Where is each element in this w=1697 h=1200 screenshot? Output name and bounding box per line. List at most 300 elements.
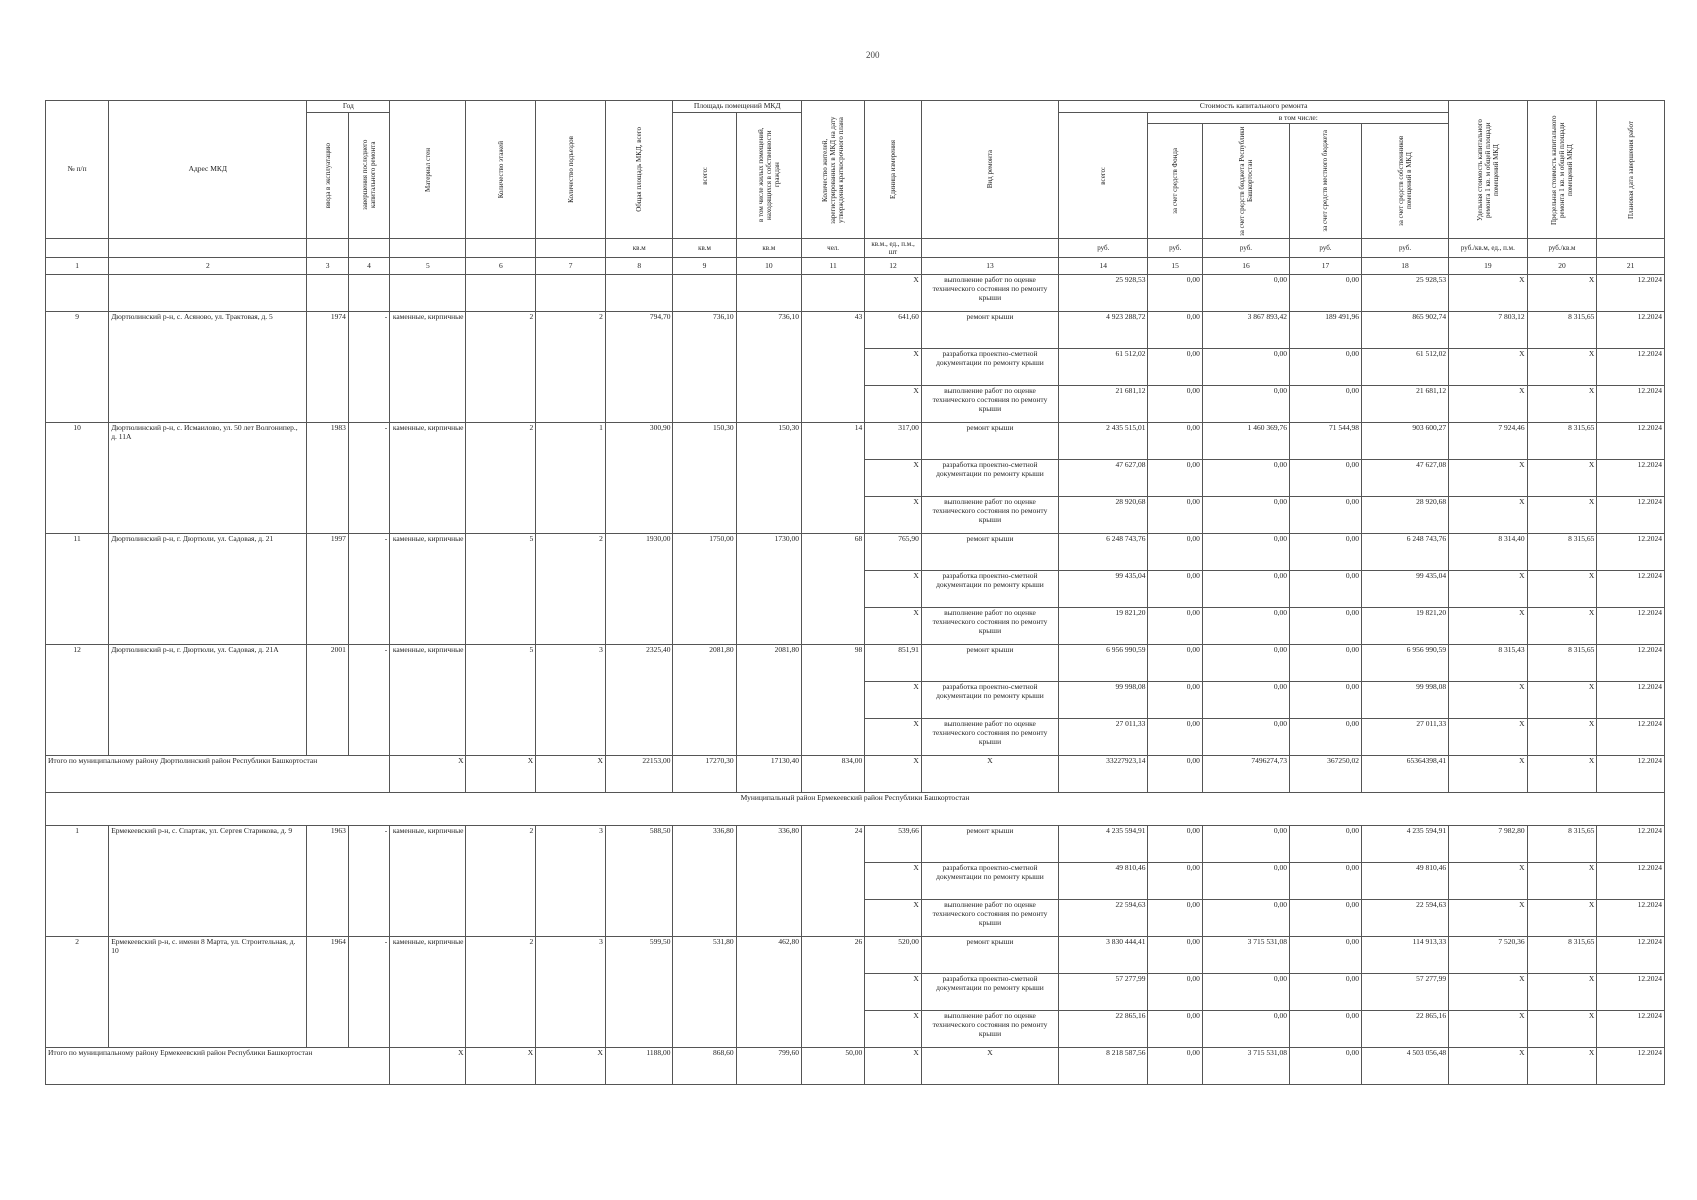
- deadline-cell: 12.2024: [1597, 460, 1665, 497]
- row-number-cell: 1: [46, 826, 109, 937]
- cost-fund-cell: 0,00: [1148, 974, 1202, 1011]
- header-cost-group: Стоимость капитального ремонта: [1059, 101, 1449, 113]
- work-type-cell: ремонт крыши: [921, 937, 1058, 974]
- cost-total-cell: 99 435,04: [1059, 571, 1148, 608]
- x-mark: X: [865, 608, 922, 645]
- header-work-type: Вид ремонта: [921, 101, 1058, 239]
- x-mark: X: [1527, 756, 1597, 793]
- entrances-cell: 2: [536, 312, 606, 423]
- cost-rb-cell: 0,00: [1202, 460, 1289, 497]
- cost-rb-cell: 0,00: [1202, 974, 1289, 1011]
- cost-owners-cell: 65364398,41: [1361, 756, 1448, 793]
- column-number: 17: [1290, 258, 1362, 275]
- cost-local-cell: 0,00: [1290, 349, 1362, 386]
- work-type-cell: разработка проектно-сметной документации по ремонту крыши: [921, 682, 1058, 719]
- work-type-cell: выполнение работ по оценке технического состояния по ремонту крыши: [921, 1011, 1058, 1048]
- specific-cost-cell: 7 982,80: [1449, 826, 1527, 863]
- area-cell: 599,50: [605, 937, 673, 1048]
- x-mark: X: [865, 719, 922, 756]
- cost-local-cell: 0,00: [1290, 645, 1362, 682]
- row-number-cell: 12: [46, 645, 109, 756]
- cost-local-cell: 0,00: [1290, 608, 1362, 645]
- district-section-row: [46, 793, 1665, 826]
- premises-total-cell: 150,30: [673, 423, 736, 534]
- x-mark: X: [1527, 974, 1597, 1011]
- cost-local-cell: 0,00: [1290, 863, 1362, 900]
- address-cell: Ермекеевский р-н, с. Спартак, ул. Сергея Старикова, д. 9: [109, 826, 307, 937]
- limit-cost-cell: 8 315,65: [1527, 937, 1597, 974]
- header-row-1: [46, 101, 1665, 113]
- cost-local-cell: 0,00: [1290, 534, 1362, 571]
- premises-residential-cell: 150,30: [736, 423, 801, 534]
- cost-local-cell: 0,00: [1290, 571, 1362, 608]
- cost-rb-cell: 0,00: [1202, 571, 1289, 608]
- premises-residential-cell: 462,80: [736, 937, 801, 1048]
- x-mark: X: [865, 460, 922, 497]
- limit-cost-cell: 8 315,65: [1527, 312, 1597, 349]
- work-type-cell: ремонт крыши: [921, 423, 1058, 460]
- last-repair-cell: -: [348, 645, 389, 756]
- unit-quantity-cell: 539,66: [865, 826, 922, 863]
- x-mark: X: [865, 1048, 922, 1085]
- floors-cell: 2: [466, 423, 536, 534]
- cost-total-cell: 6 248 743,76: [1059, 534, 1148, 571]
- cost-rb-cell: 0,00: [1202, 682, 1289, 719]
- column-number: 14: [1059, 258, 1148, 275]
- cost-rb-cell: 0,00: [1202, 863, 1289, 900]
- header-including: в том числе:: [1148, 112, 1449, 124]
- material-cell: каменные, кирпичные: [390, 645, 466, 756]
- header-premises-residential: в том числе жилых помещений, находящихся в собственности граждан: [736, 112, 801, 239]
- cost-rb-cell: 0,00: [1202, 1011, 1289, 1048]
- header-premises-group: Площадь помещений МКД: [673, 101, 802, 113]
- cost-rb-cell: 0,00: [1202, 719, 1289, 756]
- unit-cell: руб.: [1361, 239, 1448, 258]
- area-cell: 794,70: [605, 312, 673, 423]
- cost-local-cell: 71 544,98: [1290, 423, 1362, 460]
- cost-fund-cell: 0,00: [1148, 682, 1202, 719]
- floors-cell: 5: [466, 645, 536, 756]
- deadline-cell: 12.2024: [1597, 386, 1665, 423]
- cost-owners-cell: 27 011,33: [1361, 719, 1448, 756]
- area-cell: 22153,00: [605, 756, 673, 793]
- x-mark: X: [865, 900, 922, 937]
- cost-owners-cell: 61 512,02: [1361, 349, 1448, 386]
- premises-total-cell: 1750,00: [673, 534, 736, 645]
- deadline-cell: 12.2024: [1597, 1048, 1665, 1085]
- cost-rb-cell: 3 715 531,08: [1202, 937, 1289, 974]
- x-mark: X: [1527, 460, 1597, 497]
- x-mark: X: [466, 1048, 536, 1085]
- district-total-row: [46, 756, 1665, 793]
- column-number: 1: [46, 258, 109, 275]
- limit-cost-cell: 8 315,65: [1527, 534, 1597, 571]
- header-premises-total: всего:: [673, 112, 736, 239]
- work-type-cell: разработка проектно-сметной документации по ремонту крыши: [921, 349, 1058, 386]
- cost-total-cell: 22 594,63: [1059, 900, 1148, 937]
- cost-local-cell: 0,00: [1290, 900, 1362, 937]
- column-number: 2: [109, 258, 307, 275]
- cost-fund-cell: 0,00: [1148, 312, 1202, 349]
- header-cost-rb: за счет средств бюджета Республики Башкортостан: [1202, 124, 1289, 239]
- column-number: 15: [1148, 258, 1202, 275]
- header-num: № п/п: [46, 101, 109, 239]
- x-mark: X: [466, 756, 536, 793]
- cost-local-cell: 0,00: [1290, 682, 1362, 719]
- x-mark: X: [1449, 1011, 1527, 1048]
- x-mark: X: [390, 1048, 466, 1085]
- cost-fund-cell: 0,00: [1148, 497, 1202, 534]
- unit-cell: руб.: [1202, 239, 1289, 258]
- cost-fund-cell: 0,00: [1148, 1011, 1202, 1048]
- cost-rb-cell: 0,00: [1202, 900, 1289, 937]
- area-cell: 1188,00: [605, 1048, 673, 1085]
- cost-fund-cell: 0,00: [1148, 571, 1202, 608]
- deadline-cell: 12.2024: [1597, 719, 1665, 756]
- premises-residential-cell: 17130,40: [736, 756, 801, 793]
- column-number: 11: [802, 258, 865, 275]
- entrances-cell: 2: [536, 534, 606, 645]
- unit-cell: руб./кв.м, ед., п.м.: [1449, 239, 1527, 258]
- cost-rb-cell: 0,00: [1202, 349, 1289, 386]
- year-cell: 1974: [307, 312, 348, 423]
- floors-cell: 2: [466, 312, 536, 423]
- cost-local-cell: 0,00: [1290, 1011, 1362, 1048]
- capital-repair-table-document: [45, 100, 1665, 1085]
- x-mark: X: [865, 571, 922, 608]
- work-type-cell: разработка проектно-сметной документации по ремонту крыши: [921, 460, 1058, 497]
- x-mark: X: [1449, 974, 1527, 1011]
- premises-residential-cell: 2081,80: [736, 645, 801, 756]
- x-mark: X: [1449, 275, 1527, 312]
- material-cell: каменные, кирпичные: [390, 826, 466, 937]
- cost-fund-cell: 0,00: [1148, 863, 1202, 900]
- header-entrances: Количество подъездов: [536, 101, 606, 239]
- cost-owners-cell: 19 821,20: [1361, 608, 1448, 645]
- cost-owners-cell: 49 810,46: [1361, 863, 1448, 900]
- page-number: 200: [866, 50, 880, 60]
- work-type-cell: выполнение работ по оценке технического состояния по ремонту крыши: [921, 608, 1058, 645]
- area-cell: 2325,40: [605, 645, 673, 756]
- work-type-cell: разработка проектно-сметной документации по ремонту крыши: [921, 571, 1058, 608]
- cost-total-cell: 61 512,02: [1059, 349, 1148, 386]
- column-number: 12: [865, 258, 922, 275]
- x-mark: X: [865, 974, 922, 1011]
- cost-total-cell: 33227923,14: [1059, 756, 1148, 793]
- deadline-cell: 12.2024: [1597, 349, 1665, 386]
- capital-repair-table: [45, 100, 1665, 1085]
- x-mark: X: [921, 756, 1058, 793]
- year-cell: 1964: [307, 937, 348, 1048]
- x-mark: X: [1449, 460, 1527, 497]
- table-row: [46, 275, 1665, 312]
- building-row: [46, 645, 1665, 682]
- year-cell: 2001: [307, 645, 348, 756]
- x-mark: X: [1527, 608, 1597, 645]
- premises-total-cell: 531,80: [673, 937, 736, 1048]
- deadline-cell: 12.2024: [1597, 423, 1665, 460]
- row-number-cell: 9: [46, 312, 109, 423]
- premises-total-cell: 17270,30: [673, 756, 736, 793]
- x-mark: X: [865, 349, 922, 386]
- header-year-commission: ввода в эксплуатацию: [307, 112, 348, 239]
- deadline-cell: 12.2024: [1597, 756, 1665, 793]
- cost-total-cell: 6 956 990,59: [1059, 645, 1148, 682]
- unit-cell: чел.: [802, 239, 865, 258]
- deadline-cell: 12.2024: [1597, 275, 1665, 312]
- cost-fund-cell: 0,00: [1148, 937, 1202, 974]
- cost-fund-cell: 0,00: [1148, 645, 1202, 682]
- cost-total-cell: 22 865,16: [1059, 1011, 1148, 1048]
- material-cell: каменные, кирпичные: [390, 534, 466, 645]
- cost-owners-cell: 57 277,99: [1361, 974, 1448, 1011]
- column-number: 3: [307, 258, 348, 275]
- building-row: [46, 312, 1665, 349]
- residents-cell: 24: [802, 826, 865, 937]
- cost-total-cell: 25 928,53: [1059, 275, 1148, 312]
- deadline-cell: 12.2024: [1597, 682, 1665, 719]
- header-year-group: Год: [307, 101, 390, 113]
- x-mark: X: [1527, 386, 1597, 423]
- cost-fund-cell: 0,00: [1148, 534, 1202, 571]
- specific-cost-cell: 7 520,36: [1449, 937, 1527, 974]
- deadline-cell: 12.2024: [1597, 608, 1665, 645]
- header-cost-total: всего:: [1059, 112, 1148, 239]
- x-mark: X: [1527, 571, 1597, 608]
- row-number-cell: 2: [46, 937, 109, 1048]
- premises-residential-cell: 1730,00: [736, 534, 801, 645]
- column-numbers-row: [46, 258, 1665, 275]
- x-mark: X: [1449, 349, 1527, 386]
- building-row: [46, 534, 1665, 571]
- unit-cell: руб.: [1059, 239, 1148, 258]
- residents-cell: 50,00: [802, 1048, 865, 1085]
- unit-quantity-cell: 851,91: [865, 645, 922, 682]
- x-mark: X: [1449, 1048, 1527, 1085]
- work-type-cell: ремонт крыши: [921, 312, 1058, 349]
- cost-total-cell: 2 435 515,01: [1059, 423, 1148, 460]
- address-cell: Дюртюлинский р-н, г. Дюртюли, ул. Садовая, д. 21А: [109, 645, 307, 756]
- header-address: Адрес МКД: [109, 101, 307, 239]
- cost-total-cell: 47 627,08: [1059, 460, 1148, 497]
- deadline-cell: 12.2024: [1597, 826, 1665, 863]
- unit-cell: руб./кв.м: [1527, 239, 1597, 258]
- cost-rb-cell: 0,00: [1202, 386, 1289, 423]
- cost-total-cell: 21 681,12: [1059, 386, 1148, 423]
- x-mark: X: [865, 863, 922, 900]
- x-mark: X: [1449, 682, 1527, 719]
- header-cost-fund: за счет средств Фонда: [1148, 124, 1202, 239]
- address-cell: Ермекеевский р-н, с. имени 8 Марта, ул. Строительная, д. 10: [109, 937, 307, 1048]
- cost-rb-cell: 0,00: [1202, 497, 1289, 534]
- floors-cell: 2: [466, 826, 536, 937]
- deadline-cell: 12.2024: [1597, 900, 1665, 937]
- column-number: 9: [673, 258, 736, 275]
- unit-quantity-cell: 317,00: [865, 423, 922, 460]
- cost-total-cell: 4 235 594,91: [1059, 826, 1148, 863]
- cost-rb-cell: 0,00: [1202, 645, 1289, 682]
- address-cell: Дюртюлинский р-н, с. Исмаилово, ул. 50 лет Волгонипер., д. 11А: [109, 423, 307, 534]
- column-number: 16: [1202, 258, 1289, 275]
- deadline-cell: 12.2024: [1597, 863, 1665, 900]
- x-mark: X: [865, 1011, 922, 1048]
- cost-local-cell: 0,00: [1290, 937, 1362, 974]
- address-cell: Дюртюлинский р-н, с. Асяново, ул. Трактовая, д. 5: [109, 312, 307, 423]
- column-number: 13: [921, 258, 1058, 275]
- cost-fund-cell: 0,00: [1148, 460, 1202, 497]
- cost-rb-cell: 0,00: [1202, 275, 1289, 312]
- cost-local-cell: 189 491,96: [1290, 312, 1362, 349]
- unit-cell: кв.м: [673, 239, 736, 258]
- header-units-row: [46, 239, 1665, 258]
- specific-cost-cell: 7 924,46: [1449, 423, 1527, 460]
- cost-owners-cell: 99 998,08: [1361, 682, 1448, 719]
- x-mark: X: [1449, 756, 1527, 793]
- cost-total-cell: 8 218 587,56: [1059, 1048, 1148, 1085]
- x-mark: X: [865, 275, 922, 312]
- work-type-cell: выполнение работ по оценке технического состояния по ремонту крыши: [921, 275, 1058, 312]
- cost-owners-cell: 6 956 990,59: [1361, 645, 1448, 682]
- material-cell: каменные, кирпичные: [390, 312, 466, 423]
- column-number: 21: [1597, 258, 1665, 275]
- x-mark: X: [1449, 719, 1527, 756]
- unit-quantity-cell: 520,00: [865, 937, 922, 974]
- cost-total-cell: 99 998,08: [1059, 682, 1148, 719]
- deadline-cell: 12.2024: [1597, 645, 1665, 682]
- premises-residential-cell: 736,10: [736, 312, 801, 423]
- column-number: 8: [605, 258, 673, 275]
- cost-fund-cell: 0,00: [1148, 423, 1202, 460]
- year-cell: 1997: [307, 534, 348, 645]
- building-row: [46, 423, 1665, 460]
- premises-residential-cell: 336,80: [736, 826, 801, 937]
- cost-rb-cell: 7496274,73: [1202, 756, 1289, 793]
- unit-quantity-cell: 765,90: [865, 534, 922, 571]
- x-mark: X: [1449, 863, 1527, 900]
- building-row: [46, 937, 1665, 974]
- x-mark: X: [1527, 719, 1597, 756]
- cost-rb-cell: 1 460 369,76: [1202, 423, 1289, 460]
- last-repair-cell: -: [348, 937, 389, 1048]
- column-number: 18: [1361, 258, 1448, 275]
- limit-cost-cell: 8 315,65: [1527, 645, 1597, 682]
- cost-fund-cell: 0,00: [1148, 826, 1202, 863]
- x-mark: X: [536, 756, 606, 793]
- cost-local-cell: 0,00: [1290, 1048, 1362, 1085]
- unit-cell: кв.м., ед., п.м., шт: [865, 239, 922, 258]
- cost-rb-cell: 0,00: [1202, 826, 1289, 863]
- cost-total-cell: 49 810,46: [1059, 863, 1148, 900]
- column-number: 6: [466, 258, 536, 275]
- work-type-cell: выполнение работ по оценке технического состояния по ремонту крыши: [921, 900, 1058, 937]
- cost-owners-cell: 6 248 743,76: [1361, 534, 1448, 571]
- cost-local-cell: 367250,02: [1290, 756, 1362, 793]
- specific-cost-cell: 7 803,12: [1449, 312, 1527, 349]
- last-repair-cell: -: [348, 312, 389, 423]
- district-total-label: Итого по муниципальному району Ермекеевский район Республики Башкортостан: [46, 1048, 390, 1085]
- x-mark: X: [865, 682, 922, 719]
- header-cost-owners: за счет средств собственников помещений в МКД: [1361, 124, 1448, 239]
- work-type-cell: ремонт крыши: [921, 645, 1058, 682]
- deadline-cell: 12.2024: [1597, 571, 1665, 608]
- cost-fund-cell: 0,00: [1148, 900, 1202, 937]
- x-mark: X: [1527, 1011, 1597, 1048]
- entrances-cell: 3: [536, 645, 606, 756]
- x-mark: X: [1527, 275, 1597, 312]
- x-mark: X: [390, 756, 466, 793]
- cost-owners-cell: 99 435,04: [1361, 571, 1448, 608]
- cost-fund-cell: 0,00: [1148, 719, 1202, 756]
- x-mark: X: [1527, 900, 1597, 937]
- residents-cell: 26: [802, 937, 865, 1048]
- cost-owners-cell: 25 928,53: [1361, 275, 1448, 312]
- cost-fund-cell: 0,00: [1148, 756, 1202, 793]
- area-cell: 300,90: [605, 423, 673, 534]
- unit-cell: кв.м: [605, 239, 673, 258]
- unit-cell: руб.: [1290, 239, 1362, 258]
- x-mark: X: [1449, 571, 1527, 608]
- x-mark: X: [865, 386, 922, 423]
- x-mark: X: [1527, 863, 1597, 900]
- deadline-cell: 12.2024: [1597, 937, 1665, 974]
- cost-local-cell: 0,00: [1290, 386, 1362, 423]
- x-mark: X: [1527, 682, 1597, 719]
- cost-total-cell: 4 923 288,72: [1059, 312, 1148, 349]
- cost-total-cell: 19 821,20: [1059, 608, 1148, 645]
- table-body: [46, 275, 1665, 1085]
- work-type-cell: ремонт крыши: [921, 534, 1058, 571]
- column-number: 7: [536, 258, 606, 275]
- cost-rb-cell: 0,00: [1202, 608, 1289, 645]
- district-total-label: Итого по муниципальному району Дюртюлинский район Республики Башкортостан: [46, 756, 390, 793]
- unit-cell: кв.м: [736, 239, 801, 258]
- cost-owners-cell: 22 594,63: [1361, 900, 1448, 937]
- area-cell: 1930,00: [605, 534, 673, 645]
- cost-fund-cell: 0,00: [1148, 386, 1202, 423]
- cost-fund-cell: 0,00: [1148, 349, 1202, 386]
- x-mark: X: [1449, 497, 1527, 534]
- column-number: 5: [390, 258, 466, 275]
- cost-owners-cell: 47 627,08: [1361, 460, 1448, 497]
- work-type-cell: выполнение работ по оценке технического состояния по ремонту крыши: [921, 719, 1058, 756]
- header-specific-cost: Удельная стоимость капитального ремонта 1 кв. м общей площади помещений МКД: [1449, 101, 1527, 239]
- entrances-cell: 3: [536, 937, 606, 1048]
- column-number: 19: [1449, 258, 1527, 275]
- area-cell: 588,50: [605, 826, 673, 937]
- x-mark: X: [921, 1048, 1058, 1085]
- last-repair-cell: -: [348, 534, 389, 645]
- cost-local-cell: 0,00: [1290, 275, 1362, 312]
- material-cell: каменные, кирпичные: [390, 423, 466, 534]
- cost-rb-cell: 3 867 893,42: [1202, 312, 1289, 349]
- cost-total-cell: 57 277,99: [1059, 974, 1148, 1011]
- x-mark: X: [1449, 386, 1527, 423]
- header-deadline: Плановая дата завершения работ: [1597, 101, 1665, 239]
- work-type-cell: выполнение работ по оценке технического состояния по ремонту крыши: [921, 497, 1058, 534]
- residents-cell: 14: [802, 423, 865, 534]
- x-mark: X: [1527, 1048, 1597, 1085]
- x-mark: X: [536, 1048, 606, 1085]
- district-section-title: Муниципальный район Ермекеевский район Республики Башкортостан: [46, 793, 1665, 826]
- district-total-row: [46, 1048, 1665, 1085]
- limit-cost-cell: 8 315,65: [1527, 423, 1597, 460]
- cost-total-cell: 27 011,33: [1059, 719, 1148, 756]
- row-number-cell: 11: [46, 534, 109, 645]
- premises-total-cell: 2081,80: [673, 645, 736, 756]
- cost-total-cell: 28 920,68: [1059, 497, 1148, 534]
- cost-local-cell: 0,00: [1290, 460, 1362, 497]
- cost-fund-cell: 0,00: [1148, 608, 1202, 645]
